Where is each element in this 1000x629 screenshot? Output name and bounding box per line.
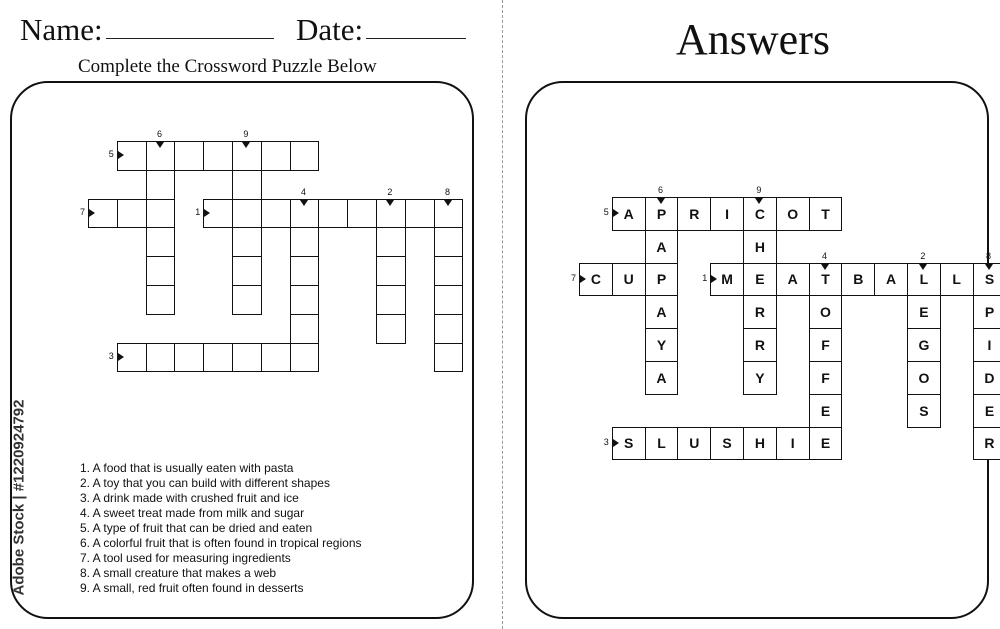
- arrow-down-icon: [985, 264, 993, 270]
- arrow-down-icon: [242, 142, 250, 148]
- answer-cell: R: [973, 427, 1000, 461]
- clue-number: 8: [445, 186, 451, 197]
- clue-number: 2: [387, 186, 393, 197]
- clue-number: 2: [920, 250, 926, 261]
- answer-cell: L: [940, 263, 974, 297]
- answer-cell: R: [677, 197, 711, 231]
- clue-number: 6: [157, 129, 163, 139]
- puzzle-cell[interactable]: [290, 314, 320, 344]
- puzzle-cell[interactable]: [232, 199, 262, 229]
- clue-number: 3: [108, 351, 114, 361]
- puzzle-cell[interactable]: [405, 199, 435, 229]
- puzzle-subtitle: Complete the Crossword Puzzle Below: [78, 56, 377, 77]
- answer-cell: A: [612, 197, 646, 231]
- clue-list: [80, 461, 362, 596]
- puzzle-cell[interactable]: [203, 141, 233, 171]
- answer-cell: F: [809, 328, 843, 362]
- answer-cell: I: [776, 427, 810, 461]
- answer-cell: E: [907, 295, 941, 329]
- answer-cell: I: [710, 197, 744, 231]
- arrow-down-icon: [821, 264, 829, 270]
- arrow-right-icon: [89, 209, 95, 217]
- arrow-down-icon: [919, 264, 927, 270]
- puzzle-cell[interactable]: [117, 199, 147, 229]
- answer-cell: C: [579, 263, 613, 297]
- arrow-down-icon: [444, 200, 452, 206]
- puzzle-cell[interactable]: [318, 199, 348, 229]
- clue-number: 1: [195, 207, 201, 217]
- answer-cell: M: [710, 263, 744, 297]
- arrow-down-icon: [657, 198, 665, 204]
- puzzle-cell[interactable]: [434, 343, 464, 373]
- clue-item: 9. A small, red fruit often found in desserts: [80, 581, 304, 595]
- answer-cell: P: [645, 263, 679, 297]
- puzzle-cell[interactable]: [232, 256, 262, 286]
- puzzle-cell[interactable]: [261, 343, 291, 373]
- puzzle-cell[interactable]: [434, 227, 464, 257]
- puzzle-cell[interactable]: [376, 227, 406, 257]
- answer-cell: P: [973, 295, 1000, 329]
- answer-cell: D: [973, 361, 1000, 395]
- arrow-down-icon: [300, 200, 308, 206]
- answer-cell: H: [743, 427, 777, 461]
- puzzle-cell[interactable]: [290, 343, 320, 373]
- clue-number: 4: [301, 186, 307, 197]
- arrow-down-icon: [755, 198, 763, 204]
- puzzle-cell[interactable]: [146, 285, 176, 315]
- puzzle-cell[interactable]: [434, 285, 464, 315]
- answer-cell: U: [677, 427, 711, 461]
- answer-cell: L: [645, 427, 679, 461]
- answer-cell: H: [743, 230, 777, 264]
- answer-cell: O: [809, 295, 843, 329]
- arrow-right-icon: [711, 275, 717, 283]
- answer-cell: T: [809, 197, 843, 231]
- clue-number: 7: [571, 273, 577, 283]
- answer-cell: I: [973, 328, 1000, 362]
- answer-cell: G: [907, 328, 941, 362]
- puzzle-cell[interactable]: [146, 170, 176, 200]
- answer-cell: S: [907, 394, 941, 428]
- answer-cell: A: [645, 230, 679, 264]
- clue-number: 5: [108, 149, 114, 160]
- clue-number: 6: [658, 185, 664, 195]
- clue-number: 4: [822, 250, 828, 261]
- watermark-text: Adobe Stock | #1220924792: [10, 399, 28, 596]
- answer-cell: E: [809, 427, 843, 461]
- puzzle-cell[interactable]: [290, 227, 320, 257]
- arrow-right-icon: [613, 209, 619, 217]
- puzzle-cell[interactable]: [434, 314, 464, 344]
- puzzle-cell[interactable]: [434, 256, 464, 286]
- answer-cell: E: [973, 394, 1000, 428]
- puzzle-cell[interactable]: [290, 141, 320, 171]
- puzzle-cell[interactable]: [261, 141, 291, 171]
- puzzle-cell[interactable]: [261, 199, 291, 229]
- puzzle-cell[interactable]: [232, 343, 262, 373]
- clue-item: 5. A type of fruit that can be dried and eaten: [80, 521, 313, 535]
- answer-cell: S: [710, 427, 744, 461]
- date-label: Date:: [296, 12, 364, 47]
- puzzle-cell[interactable]: [232, 227, 262, 257]
- answer-cell: A: [776, 263, 810, 297]
- puzzle-cell[interactable]: [146, 343, 176, 373]
- answer-cell: T: [809, 263, 843, 297]
- puzzle-cell[interactable]: [146, 256, 176, 286]
- answer-cell: S: [973, 263, 1000, 297]
- answers-title: Answers: [676, 15, 830, 64]
- clue-item: 8. A small creature that makes a web: [80, 566, 277, 580]
- answer-cell: E: [743, 263, 777, 297]
- arrow-down-icon: [386, 200, 394, 206]
- arrow-right-icon: [580, 275, 586, 283]
- arrow-right-icon: [118, 151, 124, 159]
- clue-number: 1: [702, 273, 708, 283]
- answer-cell: C: [743, 197, 777, 231]
- arrow-down-icon: [156, 142, 164, 148]
- puzzle-cell[interactable]: [376, 285, 406, 315]
- answer-cell: Y: [743, 361, 777, 395]
- arrow-right-icon: [204, 209, 210, 217]
- puzzle-cell[interactable]: [232, 170, 262, 200]
- answer-cell: F: [809, 361, 843, 395]
- answer-cell: S: [612, 427, 646, 461]
- arrow-right-icon: [613, 439, 619, 447]
- clue-number: 3: [603, 437, 609, 447]
- clue-item: 1. A food that is usually eaten with pasta: [80, 461, 294, 475]
- answer-cell: A: [645, 361, 679, 395]
- clue-number: 9: [756, 185, 762, 195]
- clue-item: 2. A toy that you can build with different shapes: [80, 476, 330, 490]
- clue-item: 6. A colorful fruit that is often found in tropical regions: [80, 536, 362, 550]
- name-label: Name:: [20, 12, 103, 47]
- puzzle-cell[interactable]: [174, 343, 204, 373]
- answer-cell: Y: [645, 328, 679, 362]
- puzzle-cell[interactable]: [146, 199, 176, 229]
- answer-cell: R: [743, 295, 777, 329]
- puzzle-cell[interactable]: [174, 141, 204, 171]
- puzzle-cell[interactable]: [203, 343, 233, 373]
- puzzle-cell[interactable]: [376, 256, 406, 286]
- answer-cell: A: [874, 263, 908, 297]
- answer-cell: P: [645, 197, 679, 231]
- puzzle-cell[interactable]: [232, 285, 262, 315]
- answer-cell: L: [907, 263, 941, 297]
- clue-number: 7: [80, 207, 86, 217]
- clue-item: 4. A sweet treat made from milk and sugar: [80, 506, 305, 520]
- name-blank-line: [106, 38, 274, 39]
- clue-number: 9: [243, 129, 249, 139]
- answer-cell: E: [809, 394, 843, 428]
- clue-item: 7. A tool used for measuring ingredients: [80, 551, 291, 565]
- answer-cell: A: [645, 295, 679, 329]
- answer-cell: O: [776, 197, 810, 231]
- clue-number: 5: [603, 207, 609, 218]
- answer-cell: R: [743, 328, 777, 362]
- puzzle-cell[interactable]: [146, 227, 176, 257]
- clue-number: 8: [986, 250, 992, 261]
- puzzle-cell[interactable]: [290, 285, 320, 315]
- answer-cell: B: [841, 263, 875, 297]
- puzzle-cell[interactable]: [376, 314, 406, 344]
- page-divider: [502, 0, 503, 629]
- answer-cell: U: [612, 263, 646, 297]
- arrow-right-icon: [118, 353, 124, 361]
- puzzle-cell[interactable]: [347, 199, 377, 229]
- date-blank-line: [366, 38, 466, 39]
- puzzle-cell[interactable]: [290, 256, 320, 286]
- clue-item: 3. A drink made with crushed fruit and ice: [80, 491, 299, 505]
- answer-cell: O: [907, 361, 941, 395]
